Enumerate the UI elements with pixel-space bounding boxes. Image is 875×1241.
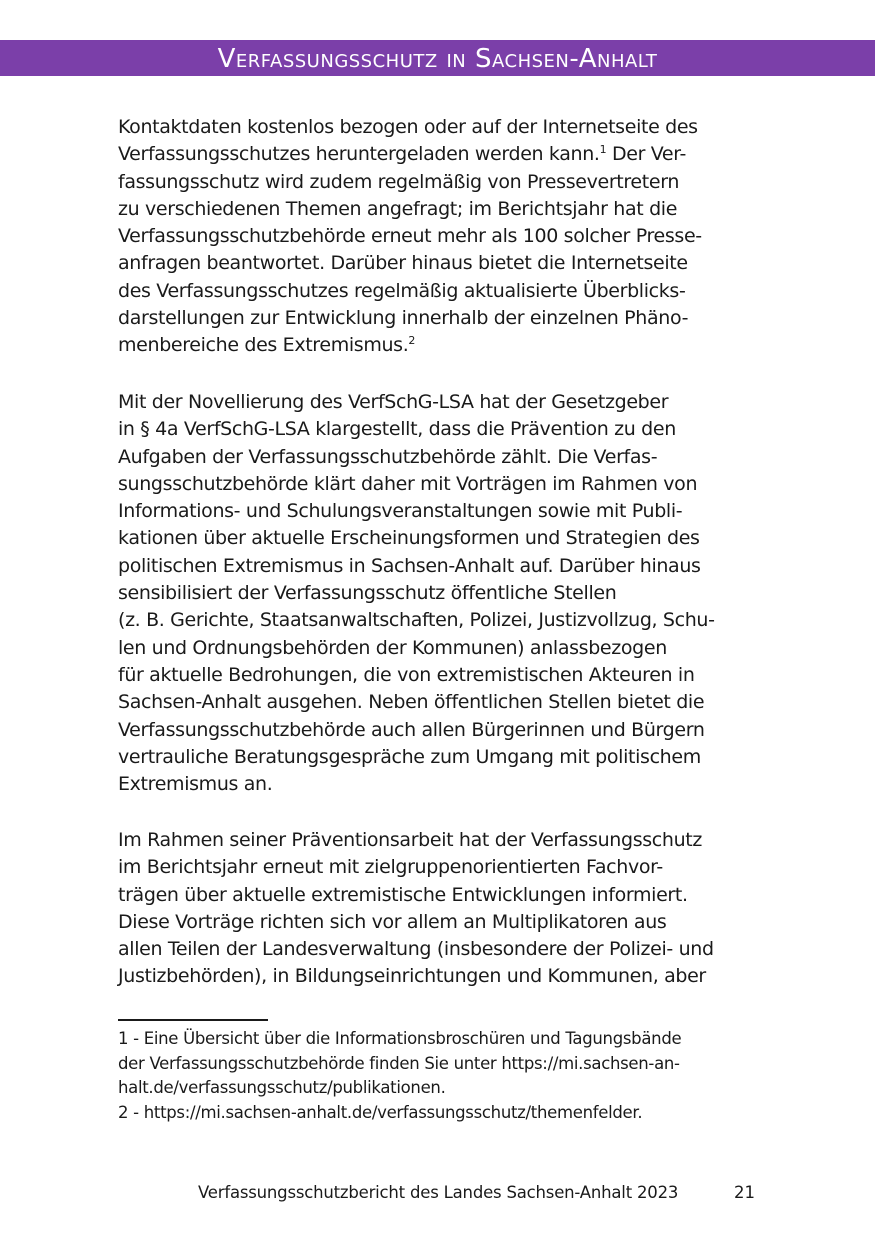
text-line: zu verschiedenen Themen angefragt; im Berichtsjahr hat die [118,197,678,220]
footnote-ref-2: 2 [408,334,416,348]
text-line: Sachsen-Anhalt ausgehen. Neben öffentlichen Stellen bietet die [118,691,705,714]
footnote-line: der Verfassungsschutzbehörde finden Sie unter https://mi.sachsen-an- [118,1053,680,1073]
page-number: 21 [734,1183,755,1202]
footnote-divider [118,1019,268,1021]
footer-report-title: Verfassungsschutzbericht des Landes Sachsen-Anhalt 2023 [198,1183,679,1202]
text-line: Mit der Novellierung des VerfSchG-LSA hat der Gesetzgeber [118,391,669,413]
text-line: Justizbehörden), in Bildungseinrichtungen und Kommunen, aber [118,965,706,988]
text-line: vertrauliche Beratungsgespräche zum Umgang mit politischem [118,745,701,768]
body-paragraph-2 [118,389,778,798]
footnote-ref-1: 1 [599,143,607,157]
text-line: Im Rahmen seiner Präventionsarbeit hat der Verfassungsschutz [118,829,702,851]
text-line: anfragen beantwortet. Darüber hinaus bietet die Internetseite [118,252,688,275]
text-line: Aufgaben der Verfassungsschutzbehörde zählt. Die Verfas- [118,445,658,468]
text-line: Kontaktdaten kostenlos bezogen oder auf der Internetseite des [118,116,698,138]
text-fragment: Verfassungsschutzes heruntergeladen werden kann. [118,143,600,166]
text-fragment: Der Ver- [606,143,686,166]
text-line: Verfassungsschutzbehörde auch allen Bürgerinnen und Bürgern [118,718,705,741]
body-paragraph-1 [118,114,778,360]
text-line: Informations- und Schulungsveranstaltungen sowie mit Publi- [118,500,683,523]
text-line: in § 4a VerfSchG-LSA klargestellt, dass die Prävention zu den [118,418,676,441]
footnote-line: 1 - Eine Übersicht über die Informationsbroschüren und Tagungsbände [118,1029,682,1048]
footnotes [118,1027,778,1125]
text-line: für aktuelle Bedrohungen, die von extremistischen Akteuren in [118,663,695,686]
text-line: allen Teilen der Landesverwaltung (insbesondere der Polizei- und [118,938,714,961]
text-line: sensibilisiert der Verfassungsschutz öffentliche Stellen [118,582,617,605]
text-line: Diese Vorträge richten sich vor allem an Multiplikatoren aus [118,910,667,933]
footnote-line: halt.de/verfassungsschutz/publikationen. [118,1078,446,1097]
text-line [118,141,778,168]
text-line: politischen Extremismus in Sachsen-Anhalt auf. Darüber hinaus [118,554,701,577]
text-fragment: menbereiche des Extremismus. [118,334,409,357]
text-line: darstellungen zur Entwicklung innerhalb der einzelnen Phäno- [118,307,689,330]
text-line: des Verfassungsschutzes regelmäßig aktualisierte Überblicks- [118,279,686,302]
text-line: len und Ordnungsbehörden der Kommunen) anlassbezogen [118,636,667,659]
text-line: Verfassungsschutzbehörde erneut mehr als 100 solcher Presse- [118,225,702,248]
text-line: fassungsschutz wird zudem regelmäßig von Pressevertretern [118,170,680,193]
page-section-title: Verfassungsschutz in Sachsen-Anhalt [217,44,658,74]
text-line [118,332,778,359]
footnote-line: 2 - https://mi.sachsen-anhalt.de/verfassungsschutz/themenfelder. [118,1102,643,1122]
text-line: sungsschutzbehörde klärt daher mit Vorträgen im Rahmen von [118,472,698,495]
text-line: (z. B. Gerichte, Staatsanwaltschaften, Polizei, Justizvollzug, Schu- [118,609,715,632]
text-line: kationen über aktuelle Erscheinungsformen und Strategien des [118,527,700,550]
body-paragraph-3 [118,827,778,991]
text-line: Extremismus an. [118,773,273,796]
text-line: trägen über aktuelle extremistische Entwicklungen informiert. [118,883,688,906]
text-line: im Berichtsjahr erneut mit zielgruppenorientierten Fachvor- [118,856,663,879]
